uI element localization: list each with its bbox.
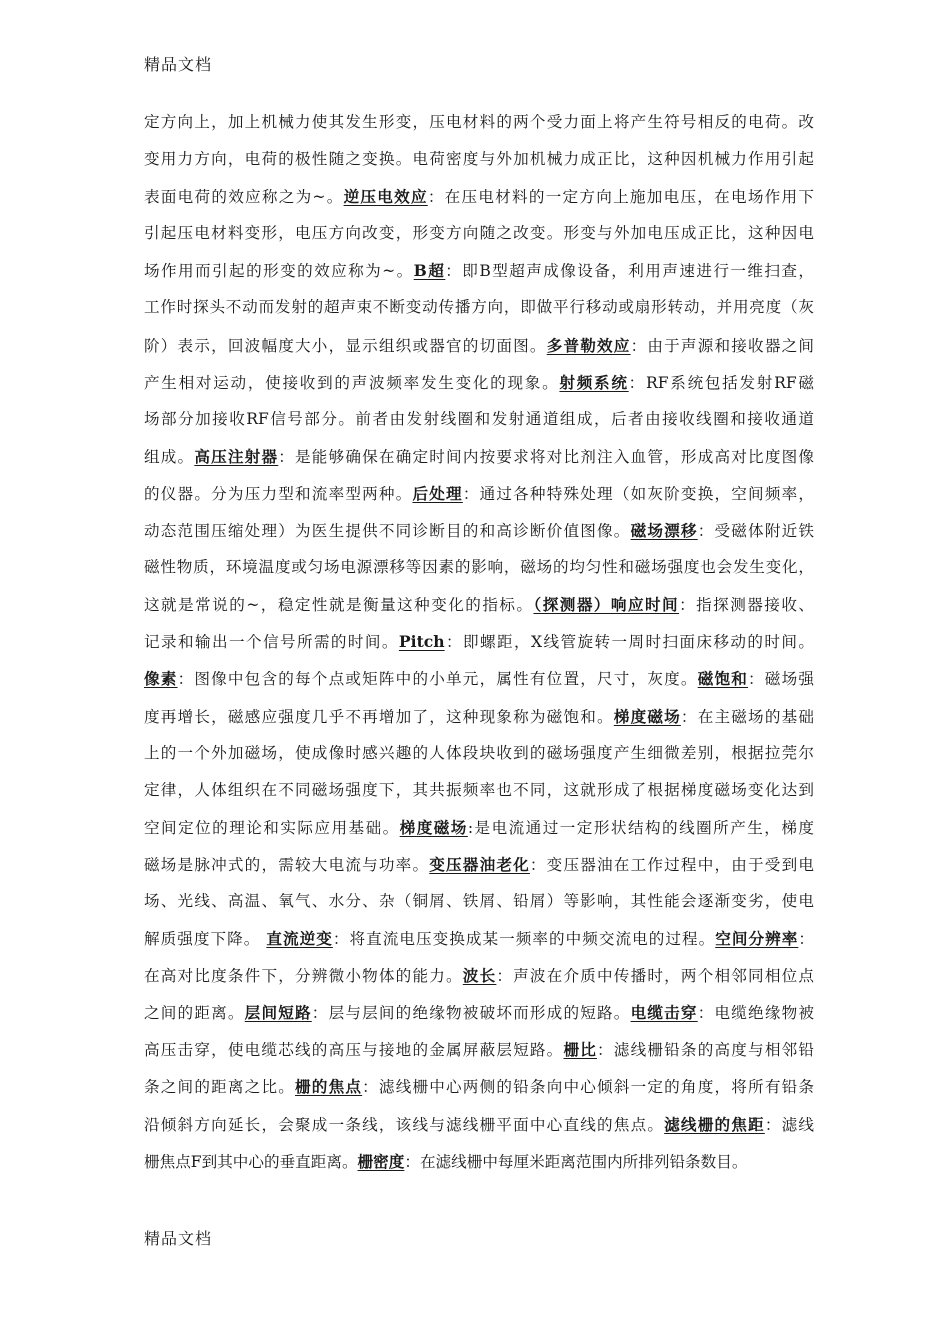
text-segment: ：在主磁场的基础 <box>680 707 814 726</box>
term-heading: 栅密度 <box>357 1151 405 1171</box>
term-heading: 后处理 <box>412 483 463 503</box>
term-heading: 栅的焦点 <box>295 1077 363 1097</box>
text-segment: ：指探测器接收、 <box>679 596 814 615</box>
text-line <box>144 401 814 438</box>
text-line <box>144 846 814 883</box>
term-heading: 滤线栅的焦距 <box>664 1114 765 1134</box>
text-segment: 产生相对运动，使接收到的声波频率发生变化的现象。 <box>144 373 560 392</box>
text-segment: ：受磁体附近铁 <box>697 522 814 541</box>
text-line <box>144 957 814 994</box>
text-segment: ：将直流电压变换成某一频率的中频交流电的过程。 <box>332 930 716 949</box>
text-segment: 度再增长，磁感应强度几乎不再增加了，这种现象称为磁饱和。 <box>144 707 614 726</box>
text-line <box>144 809 814 846</box>
text-line <box>144 252 814 289</box>
text-segment: ：在滤线栅中每厘米距离范围内所排列铅条数目。 <box>404 1152 748 1171</box>
text-line <box>144 883 814 920</box>
text-segment: 在高对比度条件下，分辨微小物体的能力。 <box>144 967 463 986</box>
term-heading: 直流逆变 <box>266 929 333 949</box>
text-segment: 组成。 <box>144 447 195 466</box>
term-heading: 逆压电效应 <box>343 187 428 207</box>
text-segment: 的仪器。分为压力型和流率型两种。 <box>144 484 413 503</box>
text-line <box>144 586 814 623</box>
text-segment: ：由于声源和接收器之间 <box>630 336 814 355</box>
text-segment: ：RF系统包括发射RF磁 <box>628 373 814 392</box>
text-segment: ：层与层间的绝缘物被破坏而形成的短路。 <box>311 1004 631 1023</box>
text-segment: 定方向上，加上机械力使其发生形变，压电材料的两个受力面上将产生符号相反的电荷。改 <box>144 113 814 131</box>
text-segment: 工作时探头不动而发射的超声束不断变动传播方向，即做平行移动或扇形转动，并用亮度（灰 <box>144 298 814 317</box>
text-segment: 动态范围压缩处理）为医生提供不同诊断目的和高诊断价值图像。 <box>144 522 631 541</box>
text-segment: ：变压器油在工作过程中，由于受到电 <box>529 855 814 874</box>
text-segment: 引起压电材料变形，电压方向改变，形变方向随之改变。形变与外加电压成正比，这种因电 <box>144 224 814 243</box>
text-line <box>144 327 814 364</box>
text-line <box>144 735 814 772</box>
term-heading: 波长 <box>462 966 497 986</box>
term-heading: 栅比 <box>563 1040 598 1060</box>
text-segment: ：是能够确保在确定时间内按要求将对比剂注入血管，形成高对比度图像 <box>278 447 814 466</box>
text-segment: 磁性物质，环境温度或匀场电源漂移等因素的影响，磁场的均匀性和磁场强度也会发生变化， <box>144 558 814 577</box>
body-text <box>144 104 814 1180</box>
text-segment: ：滤线 <box>764 1115 814 1134</box>
term-heading: 磁场漂移 <box>630 521 698 541</box>
text-segment: ：磁场强 <box>748 670 814 689</box>
text-segment: 变用力方向，电荷的极性随之变换。电荷密度与外加机械力成正比，这种因机械力作用引起 <box>144 150 814 169</box>
page-header: 精品文档 <box>144 55 213 74</box>
text-segment: 场、光线、高温、氧气、水分、杂（铜屑、铁屑、铅屑）等影响，其性能会逐渐变劣，使电 <box>144 891 814 910</box>
term-heading: B超 <box>413 261 446 281</box>
text-segment: ：图像中包含的每个点或矩阵中的小单元，属性有位置，尺寸，灰度。 <box>177 670 698 689</box>
term-heading: 多普勒效应 <box>546 335 631 355</box>
text-line <box>144 141 814 178</box>
text-line <box>144 364 814 401</box>
text-segment: 表面电荷的效应称之为~。 <box>144 188 344 207</box>
text-line <box>144 660 814 697</box>
text-segment: 记录和输出一个信号所需的时间。 <box>144 633 399 652</box>
term-heading: 电缆击穿 <box>630 1003 698 1023</box>
text-segment: ：滤线栅铅条的高度与相邻铅 <box>597 1041 814 1060</box>
text-segment: ：通过各种特殊处理（如灰阶变换，空间频率， <box>462 484 814 503</box>
text-line <box>144 772 814 809</box>
text-segment: 磁场是脉冲式的，需较大电流与功率。 <box>144 855 430 874</box>
term-heading: 变压器油老化 <box>429 854 530 874</box>
text-segment: 定律，人体组织在不同磁场强度下，其共振频率也不同，这就形成了根据梯度磁场变化达到 <box>144 780 814 799</box>
text-line <box>144 994 814 1031</box>
text-line <box>144 1143 814 1180</box>
term-heading: 像素 <box>144 669 178 689</box>
term-heading: 梯度磁场 <box>399 817 468 837</box>
text-line <box>144 1031 814 1068</box>
text-line <box>144 1106 814 1143</box>
text-line <box>144 438 814 475</box>
term-heading: Pitch <box>398 632 445 652</box>
text-segment: 上的一个外加磁场，使成像时感兴趣的人体段块收到的磁场强度产生细微差别，根据拉莞尔 <box>144 743 814 762</box>
text-line <box>144 920 814 957</box>
text-segment: 空间定位的理论和实际应用基础。 <box>144 818 400 837</box>
text-line <box>144 698 814 735</box>
text-line <box>144 549 814 586</box>
text-segment: 条之间的距离之比。 <box>144 1078 296 1097</box>
text-segment: 栅焦点F到其中心的垂直距离。 <box>144 1152 358 1171</box>
text-segment: 高压击穿，使电缆芯线的高压与接地的金属屏蔽层短路。 <box>144 1041 564 1060</box>
text-line <box>144 512 814 549</box>
term-heading: 层间短路 <box>244 1003 312 1023</box>
text-segment: 之间的距离。 <box>144 1004 245 1023</box>
text-segment: ：电缆绝缘物被 <box>697 1004 814 1023</box>
text-line <box>144 215 814 252</box>
text-segment: ：滤线栅中心两侧的铅条向中心倾斜一定的角度，将所有铅条 <box>362 1078 814 1097</box>
text-segment: 场作用而引起的形变的效应称为~。 <box>144 262 414 281</box>
term-heading: 梯度磁场 <box>613 706 681 726</box>
term-heading: 磁饱和 <box>697 669 749 689</box>
text-segment: ：即B型超声成像设备，利用声速进行一维扫查， <box>445 262 814 281</box>
text-line <box>144 104 814 141</box>
text-segment: :是电流通过一定形状结构的线圈所产生，梯度 <box>467 818 814 837</box>
term-heading: （探测器）响应时间 <box>533 595 680 615</box>
text-segment: 沿倾斜方向延长，会聚成一条线，该线与滤线栅平面中心直线的焦点。 <box>144 1115 665 1134</box>
text-line <box>144 289 814 326</box>
text-segment: 场部分加接收RF信号部分。前者由发射线圈和发射通道组成，后者由接收线圈和接收通道 <box>144 409 814 428</box>
text-segment: ：即螺距，X线管旋转一周时扫面床移动的时间。 <box>444 633 814 652</box>
text-segment: 阶）表示，回波幅度大小，显示组织或器官的切面图。 <box>144 336 547 355</box>
text-line <box>144 475 814 512</box>
text-segment: ：声波在介质中传播时，两个相邻同相位点 <box>496 967 814 986</box>
term-heading: 射频系统 <box>559 372 629 392</box>
text-segment: ： <box>798 930 814 949</box>
text-line <box>144 1068 814 1105</box>
term-heading: 高压注射器 <box>194 446 279 466</box>
text-segment: ：在压电材料的一定方向上施加电压，在电场作用下 <box>427 188 814 207</box>
page-footer: 精品文档 <box>144 1229 213 1248</box>
text-segment: 解质强度下降。 <box>144 930 267 949</box>
text-line <box>144 623 814 660</box>
term-heading: 空间分辨率 <box>715 929 799 949</box>
text-segment: 这就是常说的~，稳定性就是衡量这种变化的指标。 <box>144 596 534 615</box>
text-line <box>144 178 814 215</box>
